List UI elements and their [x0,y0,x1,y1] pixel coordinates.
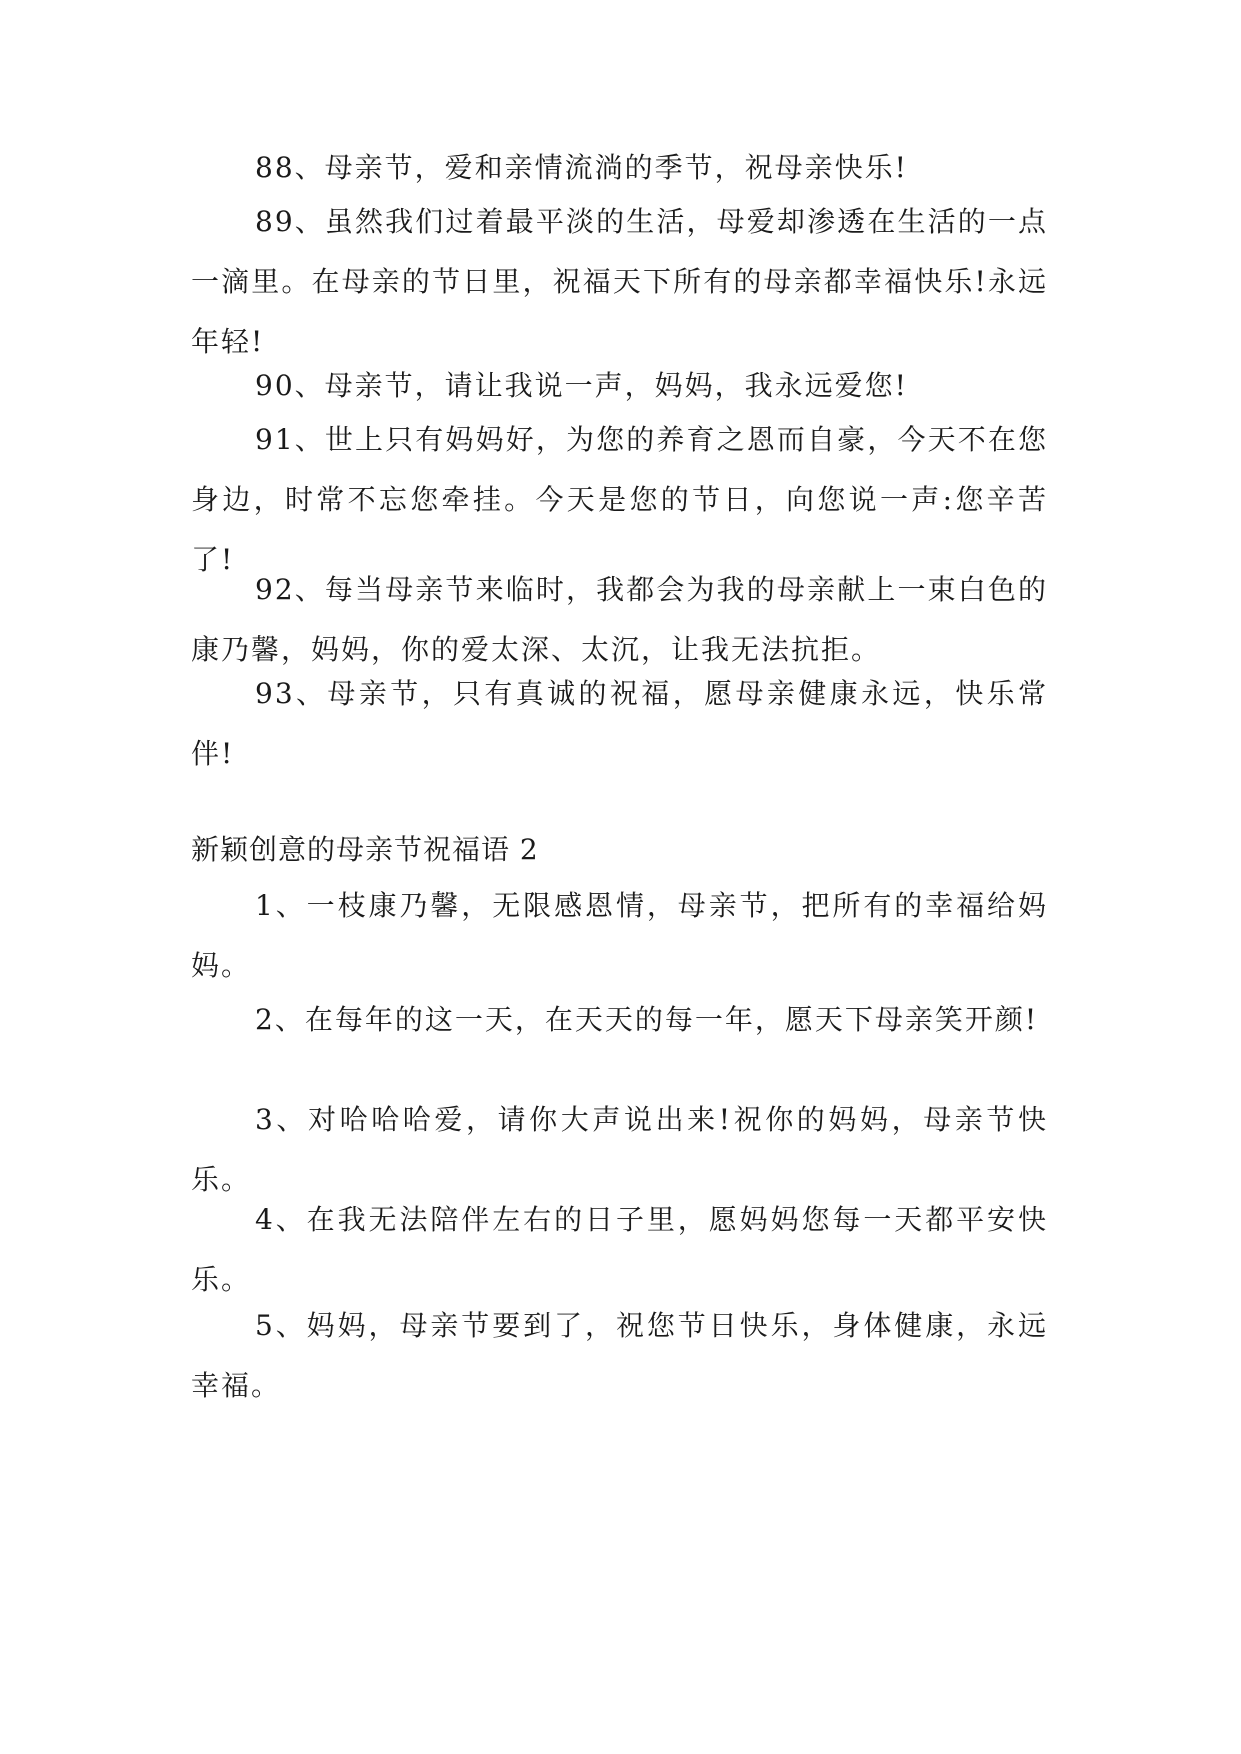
paragraph-4: 4、在我无法陪伴左右的日子里，愿妈妈您每一天都平安快乐。 [191,1203,1048,1296]
paragraph-3: 3、对哈哈哈爱，请你大声说出来!祝你的妈妈，母亲节快乐。 [191,1103,1048,1196]
paragraph-91: 91、世上只有妈妈好，为您的养育之恩而自豪，今天不在您身边，时常不忘您牵挂。今天是您的节日，向您说一声:您辛苦了! [191,423,1048,576]
section-heading: 新颖创意的母亲节祝福语 2 [191,833,539,866]
paragraph-5: 5、妈妈，母亲节要到了，祝您节日快乐，身体健康，永远幸福。 [191,1309,1048,1402]
paragraph-89: 89、虽然我们过着最平淡的生活，母爱却渗透在生活的一点一滴里。在母亲的节日里，祝福天下所有的母亲都幸福快乐!永远年轻! [191,205,1048,358]
paragraph-88: 88、母亲节，爱和亲情流淌的季节，祝母亲快乐! [255,151,908,184]
paragraph-92: 92、每当母亲节来临时，我都会为我的母亲献上一束白色的康乃馨，妈妈，你的爱太深、太沉，让我无法抗拒。 [191,573,1048,666]
paragraph-90: 90、母亲节，请让我说一声，妈妈，我永远爱您! [255,369,908,402]
paragraph-93: 93、母亲节，只有真诚的祝福，愿母亲健康永远，快乐常伴! [191,677,1048,770]
paragraph-2: 2、在每年的这一天，在天天的每一年，愿天下母亲笑开颜! [255,1003,1039,1036]
paragraph-1: 1、一枝康乃馨，无限感恩情，母亲节，把所有的幸福给妈妈。 [191,889,1048,982]
